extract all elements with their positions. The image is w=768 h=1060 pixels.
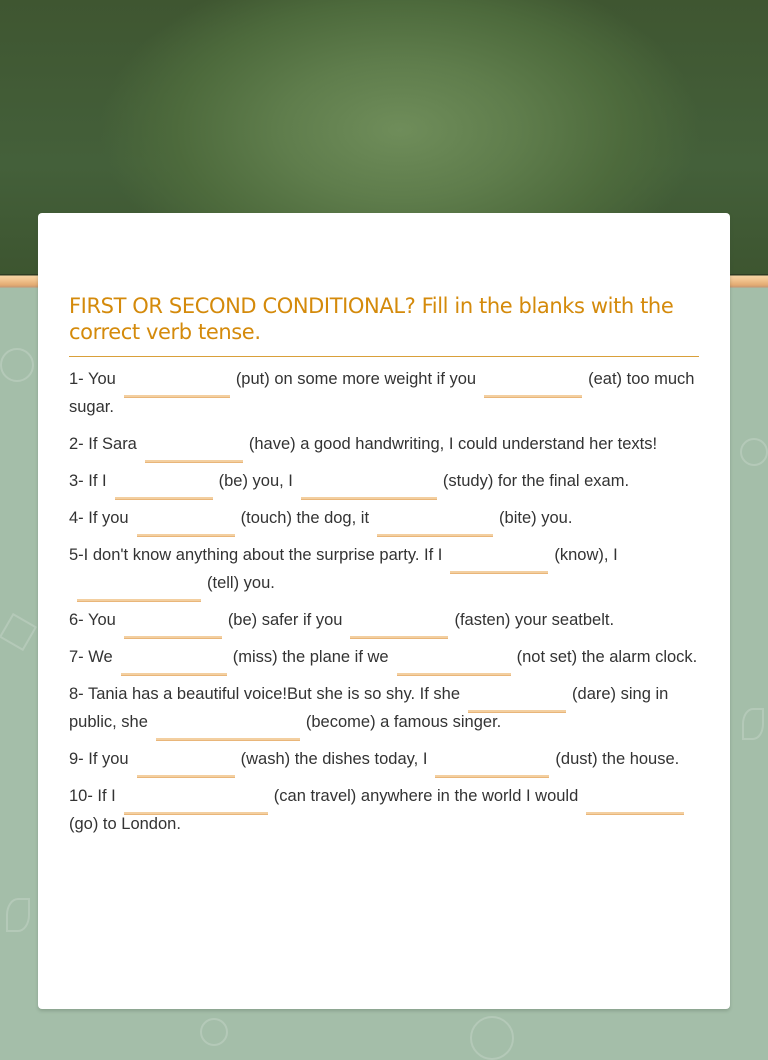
question-9 (69, 745, 699, 773)
question-text: (dust) the house. (555, 750, 680, 768)
question-text: 1- You (69, 370, 116, 388)
question-text: 3- If I (69, 472, 107, 490)
question-text: (study) for the final exam. (442, 472, 630, 490)
circle-doodle (200, 1018, 228, 1046)
question-8 (69, 680, 699, 736)
question-text: (miss) the plane if we (232, 648, 389, 666)
answer-blank-9a[interactable] (137, 757, 235, 777)
answer-blank-10a[interactable] (124, 794, 268, 814)
answer-blank-10b[interactable] (586, 794, 684, 814)
question-text: 4- If you (69, 509, 129, 527)
answer-blank-4b[interactable] (377, 516, 493, 536)
answer-blank-1a[interactable] (124, 377, 230, 397)
question-text: 5-I don't know anything about the surprise party. If I (69, 546, 443, 564)
question-text: (become) a famous singer. (305, 713, 502, 731)
question-4 (69, 504, 699, 532)
answer-blank-8a[interactable] (468, 692, 566, 712)
answer-blank-7a[interactable] (121, 655, 227, 675)
leaf-doodle (742, 708, 764, 740)
question-3 (69, 467, 699, 495)
question-text: (not set) the alarm clock. (516, 648, 698, 666)
question-text: (tell) you. (207, 574, 275, 592)
leaf-doodle (6, 898, 30, 932)
answer-blank-6a[interactable] (124, 618, 222, 638)
question-text: (touch) the dog, it (240, 509, 370, 527)
question-text: (bite) you. (499, 509, 573, 527)
question-text: (be) safer if you (227, 611, 343, 629)
question-list (69, 365, 699, 847)
question-text: (put) on some more weight if you (235, 370, 477, 388)
answer-blank-9b[interactable] (435, 757, 549, 777)
answer-blank-7b[interactable] (397, 655, 511, 675)
question-text: (be) you, I (218, 472, 293, 490)
answer-blank-3a[interactable] (115, 479, 213, 499)
answer-blank-4a[interactable] (137, 516, 235, 536)
answer-blank-5b[interactable] (77, 581, 201, 601)
question-text: 2- If Sara (69, 435, 137, 453)
triangle-doodle (0, 613, 37, 651)
question-text: 6- You (69, 611, 116, 629)
question-text: 7- We (69, 648, 113, 666)
question-text: 10- If I (69, 787, 116, 805)
question-text: (wash) the dishes today, I (240, 750, 428, 768)
question-text: (go) to London. (69, 815, 181, 833)
circle-doodle (740, 438, 768, 466)
question-text: 9- If you (69, 750, 129, 768)
question-6 (69, 606, 699, 634)
answer-blank-3b[interactable] (301, 479, 437, 499)
question-text: (know), I (554, 546, 618, 564)
answer-blank-8b[interactable] (156, 720, 300, 740)
title-divider (69, 356, 699, 357)
spiral-doodle (470, 1016, 514, 1060)
question-2 (69, 430, 699, 458)
question-text: (eat) too much sugar. (69, 370, 695, 416)
question-text: 8- Tania has a beautiful voice!But she is so shy. If she (69, 685, 461, 703)
question-text: (can travel) anywhere in the world I would (273, 787, 579, 805)
question-1 (69, 365, 699, 421)
answer-blank-2a[interactable] (145, 442, 243, 462)
answer-blank-5a[interactable] (450, 553, 548, 573)
worksheet-title: FIRST OR SECOND CONDITIONAL? Fill in the blanks with the correct verb tense. (69, 294, 674, 344)
question-5 (69, 541, 699, 597)
answer-blank-6b[interactable] (350, 618, 448, 638)
worksheet-card (38, 213, 730, 1009)
question-text: (fasten) your seatbelt. (454, 611, 615, 629)
question-7 (69, 643, 699, 671)
question-10 (69, 782, 699, 838)
answer-blank-1b[interactable] (484, 377, 582, 397)
circle-doodle (0, 348, 34, 382)
question-text: (dare) sing in public, she (69, 685, 669, 731)
question-text: (have) a good handwriting, I could understand her texts! (248, 435, 658, 453)
